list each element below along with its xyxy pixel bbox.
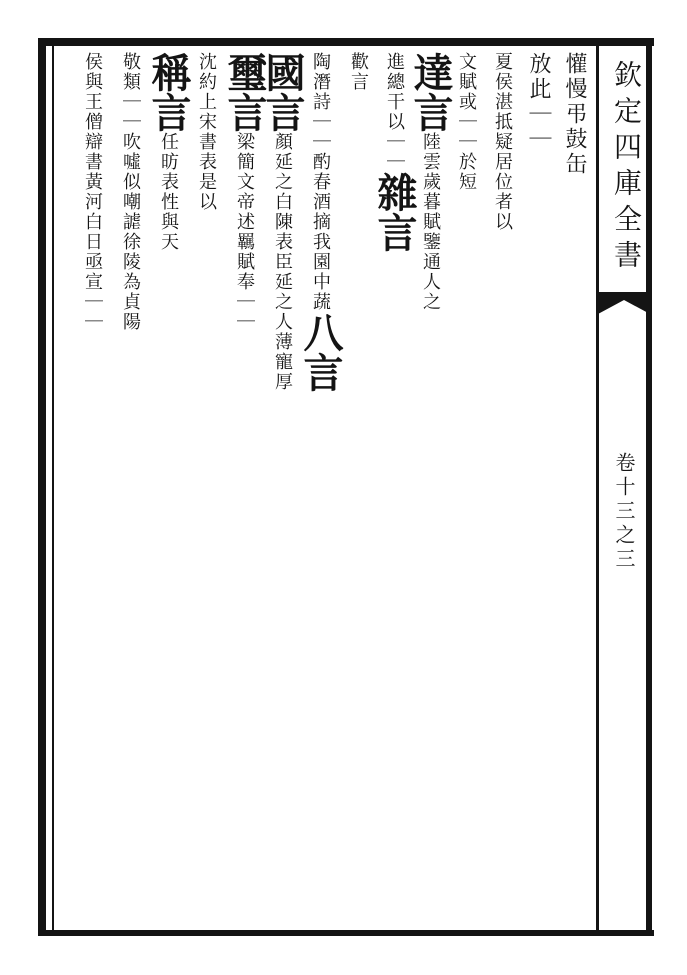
- headword: 雜言: [371, 172, 418, 252]
- column-text: 進總干以｜｜: [384, 52, 405, 172]
- text-column-3: [482, 52, 522, 932]
- annotation-text: 沈約上宋書表是以: [196, 52, 217, 212]
- annotation-text: 歡言: [348, 52, 369, 92]
- text-column-13: [110, 52, 150, 932]
- annotation-text: 任昉表性與天: [158, 132, 179, 252]
- text-column-7: [338, 52, 378, 932]
- text-column-11: [186, 52, 226, 932]
- column-text: 放此｜｜: [526, 52, 551, 152]
- frame-left-border: [38, 38, 46, 936]
- text-column-9: [259, 52, 306, 932]
- fishtail-mark: [598, 292, 650, 314]
- headword: 國言: [259, 52, 306, 132]
- volume-number: 卷十三之三: [612, 452, 636, 572]
- annotation-text: 陶潛詩｜｜酌春酒摘我園中蔬: [310, 52, 331, 312]
- text-column-2: [520, 52, 556, 932]
- text-column-12: [145, 52, 192, 932]
- text-column-4: [446, 52, 486, 932]
- page-margin: [596, 52, 652, 932]
- inner-left-rule: [52, 46, 54, 932]
- text-column-10: [221, 52, 268, 932]
- text-column-8: [297, 52, 344, 932]
- annotation-text: 梁簡文帝述羈賦奉｜｜: [234, 132, 255, 332]
- annotation-text: 夏侯湛抵疑居位者以: [492, 52, 513, 232]
- column-text: 敬類｜｜吹噓似嘲謔徐陵為貞陽: [120, 52, 141, 332]
- text-column-14: [72, 52, 112, 932]
- frame-top-border: [38, 38, 654, 46]
- text-column-6: [371, 52, 418, 932]
- headword: 稱言: [145, 52, 192, 132]
- annotation-text: 文賦或｜｜於短: [456, 52, 477, 192]
- text-column-1: [556, 52, 592, 932]
- column-text: 懽慢弔鼓缶: [562, 52, 587, 177]
- annotation-text: 陸雲歲暮賦鑒通人之: [420, 132, 441, 312]
- column-text: 侯與王僧辯書黃河白日亟宣｜｜: [82, 52, 103, 332]
- collection-title: 欽定四庫全書: [610, 60, 643, 276]
- annotation-text: 顏延之白陳表臣延之人薄寵厚: [272, 132, 293, 392]
- headword: 八言: [297, 312, 344, 392]
- headword: 達言: [407, 52, 454, 132]
- headword: 璽言: [221, 52, 268, 132]
